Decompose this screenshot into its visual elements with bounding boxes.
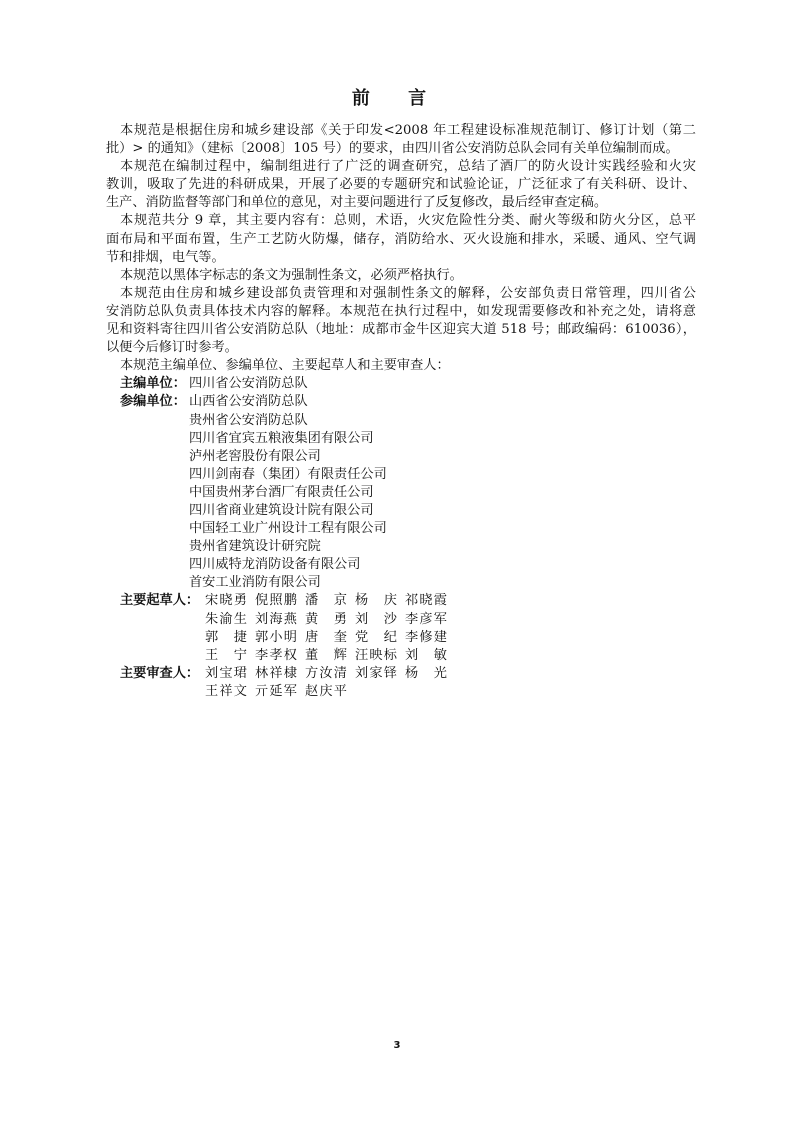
person-name [405,665,455,683]
participating-unit [106,466,696,484]
label: 主要审查人： [120,665,200,681]
person-name [305,629,355,647]
label: 参编单位： [120,394,186,410]
label [106,502,189,520]
label: 主编单位： [120,376,186,392]
label: 主要起草人： [120,593,200,609]
person-name [405,611,455,629]
participating-unit-value: 中国贵州茅台酒厂有限责任公司 [189,484,374,500]
label [106,647,205,665]
label [106,466,189,484]
reviewer-row [106,665,696,683]
person-name [255,665,305,683]
participating-unit [106,412,696,430]
person-name-text: 杨庆 [355,593,397,609]
person-name-text: 李孝权 [255,647,297,663]
person-name [355,665,405,683]
person-name [255,611,305,629]
reviewer-row [106,683,696,701]
person-name-text: 刘海燕 [255,611,297,627]
label [106,520,189,538]
participating-unit [106,538,696,556]
person-name [255,629,305,647]
participating-unit-value: 四川剑南春（集团）有限责任公司 [189,466,387,482]
paragraph-line: 以便今后修订时参考。 [106,340,238,356]
person-name-text: 赵庆平 [305,683,347,699]
person-name [205,665,255,683]
preface-body [106,122,696,701]
person-name-text: 潘京 [305,593,347,609]
person-name-text: 方汝清 [305,665,347,681]
participating-unit-value: 四川省宜宾五粮液集团有限公司 [189,430,374,446]
participating-unit-value: 泸州老窖股份有限公司 [189,448,321,464]
person-name-text: 李修建 [405,629,447,645]
participating-unit-value: 贵州省公安消防总队 [189,412,308,428]
person-name [255,647,305,665]
label [106,484,189,502]
person-name-text: 刘沙 [355,611,397,627]
participating-unit-value: 首安工业消防有限公司 [189,575,321,591]
person-name [305,647,355,665]
person-name [205,629,255,647]
person-name-text: 宋晓勇 [205,593,247,609]
person-name-text: 王祥文 [205,683,247,699]
person-name [355,611,405,629]
person-name [355,592,405,610]
paragraph-line: 本规范主编单位、参编单位、主要起草人和主要审查人： [120,358,450,374]
participating-unit-value: 贵州省建筑设计研究院 [189,539,321,555]
label [106,629,205,647]
person-name [205,592,255,610]
person-name [305,611,355,629]
participating-unit [106,520,696,538]
paragraph-line: 教训，吸取了先进的科研成果，开展了必要的专题研究和试验论证，广泛征求了有关科研、设计、 [106,177,696,193]
person-name-text: 黄勇 [305,611,347,627]
drafter-row [106,611,696,629]
person-name [205,611,255,629]
person-name-text: 林祥棣 [255,665,297,681]
page-title: 前 言 [351,88,443,109]
person-name [305,665,355,683]
participating-unit-value: 四川威特龙消防设备有限公司 [189,557,361,573]
label [106,412,189,430]
person-name [255,683,305,701]
person-name-text: 唐奎 [305,629,347,645]
person-name-text: 朱渝生 [205,611,247,627]
participating-unit [106,430,696,448]
chief-unit [106,375,696,393]
label [106,556,189,574]
person-name [355,629,405,647]
label [106,538,189,556]
label [106,574,189,592]
person-name [405,592,455,610]
label [106,611,205,629]
paragraph-line: 本规范在编制过程中，编制组进行了广泛的调查研究，总结了酒厂的防火设计实践经验和火灾 [120,159,696,175]
person-name [205,683,255,701]
participating-unit [106,556,696,574]
paragraph-line: 节和排烟，电气等。 [106,249,225,265]
participating-unit-value: 四川省商业建筑设计院有限公司 [189,502,374,518]
participating-unit [106,502,696,520]
participating-unit [106,393,696,411]
paragraph-line: 批）> 的通知》（建标〔2008〕105 号）的要求，由四川省公安消防总队会同有关单位编制而成。 [106,141,679,157]
person-name [405,647,455,665]
person-name-text: 亓延军 [255,683,297,699]
paragraph-line: 安消防总队负责具体技术内容的解释。本规范在执行过程中，如发现需要修改和补充之处，请将意 [106,303,696,319]
person-name [305,592,355,610]
chief-unit-value: 四川省公安消防总队 [189,376,308,392]
paragraph-line: 本规范由住房和城乡建设部负责管理和对强制性条文的解释，公安部负责日常管理，四川省公 [120,285,696,301]
person-name-text: 汪映标 [355,647,397,663]
person-name-text: 杨光 [405,665,447,681]
paragraph-line: 本规范是根据住房和城乡建设部《关于印发<2008 年工程建设标准规范制订、修订计划（第二 [120,123,696,138]
person-name-text: 王宁 [205,647,247,663]
person-name-text: 倪照鹏 [255,593,297,609]
paragraph-line: 面布局和平面布置，生产工艺防火防爆，储存，消防给水、灭火设施和排水，采暖、通风、空气调 [106,231,696,247]
participating-unit [106,484,696,502]
person-name [305,683,355,701]
person-name-text: 李彦军 [405,611,447,627]
person-name [255,592,305,610]
participating-unit-value: 中国轻工业广州设计工程有限公司 [189,521,387,537]
paragraph-line: 本规范以黑体字标志的条文为强制性条文，必须严格执行。 [120,267,463,283]
person-name-text: 祁晓霞 [405,593,447,609]
participating-unit [106,448,696,466]
drafter-row [106,629,696,647]
person-name-text: 郭捷 [205,629,247,645]
participating-unit-value: 山西省公安消防总队 [189,394,308,410]
person-name-text: 刘家铎 [355,665,397,681]
paragraph-line: 本规范共分 9 章，其主要内容有：总则，术语，火灾危险性分类、耐火等级和防火分区，总平 [120,213,696,229]
paragraph-line: 生产、消防监督等部门和单位的意见，对主要问题进行了反复修改，最后经审查定稿。 [106,195,608,211]
paragraph-line: 见和资料寄往四川省公安消防总队（地址：成都市金牛区迎宾大道 518 号；邮政编码：610036）， [106,322,696,338]
person-name-text: 刘宝珺 [205,665,247,681]
page-number: 3 [393,1040,401,1051]
drafter-row [106,592,696,610]
person-name [355,647,405,665]
label [106,430,189,448]
person-name-text: 党纪 [355,629,397,645]
participating-unit [106,574,696,592]
person-name-text: 刘敏 [405,647,447,663]
label [106,448,189,466]
drafter-row [106,647,696,665]
person-name-text: 郭小明 [255,629,297,645]
person-name [205,647,255,665]
person-name [405,629,455,647]
person-name-text: 董辉 [305,647,347,663]
label [106,683,205,701]
